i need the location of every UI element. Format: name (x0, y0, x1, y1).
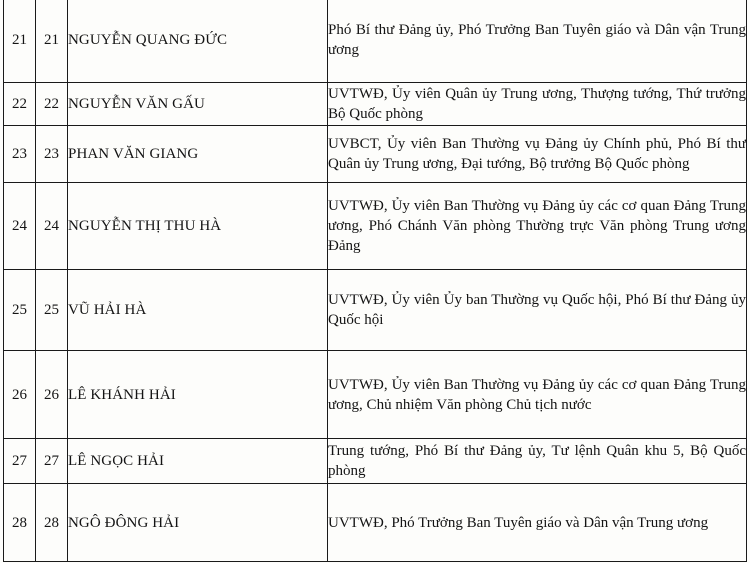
member-table (3, 0, 747, 562)
member-name-cell: NGUYỄN VĂN GẤU (68, 83, 328, 126)
member-name-cell: NGUYỄN THỊ THU HÀ (68, 183, 328, 270)
member-position-cell: UVTWĐ, Phó Trưởng Ban Tuyên giáo và Dân vận Trung ương (328, 484, 747, 562)
member-number-cell: 22 (36, 83, 68, 126)
member-number-cell: 26 (36, 351, 68, 439)
member-name-cell: NGÔ ĐÔNG HẢI (68, 484, 328, 562)
member-number-cell: 27 (36, 439, 68, 484)
table-row (4, 270, 747, 351)
row-index-cell: 27 (4, 439, 36, 484)
table-row (4, 351, 747, 439)
row-index-cell: 25 (4, 270, 36, 351)
member-position-cell: UVTWĐ, Ủy viên Quân ủy Trung ương, Thượng tướng, Thứ trưởng Bộ Quốc phòng (328, 83, 747, 126)
member-number-cell: 23 (36, 126, 68, 183)
table-row (4, 83, 747, 126)
member-position-cell: UVTWĐ, Ủy viên Ban Thường vụ Đảng ủy các cơ quan Đảng Trung ương, Phó Chánh Văn phòng Thường trực Văn phòng Trung ương Đảng (328, 183, 747, 270)
table-row (4, 439, 747, 484)
row-index-cell: 22 (4, 83, 36, 126)
row-index-cell: 21 (4, 0, 36, 83)
table-row (4, 484, 747, 562)
member-name-cell: VŨ HẢI HÀ (68, 270, 328, 351)
member-name-cell: NGUYỄN QUANG ĐỨC (68, 0, 328, 83)
row-index-cell: 26 (4, 351, 36, 439)
member-number-cell: 25 (36, 270, 68, 351)
row-index-cell: 24 (4, 183, 36, 270)
member-position-cell: UVTWĐ, Ủy viên Ủy ban Thường vụ Quốc hội, Phó Bí thư Đảng ủy Quốc hội (328, 270, 747, 351)
member-position-cell: UVBCT, Ủy viên Ban Thường vụ Đảng ủy Chính phủ, Phó Bí thư Quân ủy Trung ương, Đại tướng, Bộ trưởng Bộ Quốc phòng (328, 126, 747, 183)
member-number-cell: 21 (36, 0, 68, 83)
member-position-cell: Phó Bí thư Đảng ủy, Phó Trưởng Ban Tuyên giáo và Dân vận Trung ương (328, 0, 747, 83)
row-index-cell: 28 (4, 484, 36, 562)
member-name-cell: LÊ KHÁNH HẢI (68, 351, 328, 439)
member-name-cell: LÊ NGỌC HẢI (68, 439, 328, 484)
table-row (4, 0, 747, 83)
member-position-cell: Trung tướng, Phó Bí thư Đảng ủy, Tư lệnh Quân khu 5, Bộ Quốc phòng (328, 439, 747, 484)
member-name-cell: PHAN VĂN GIANG (68, 126, 328, 183)
table-row (4, 183, 747, 270)
member-number-cell: 24 (36, 183, 68, 270)
member-position-cell: UVTWĐ, Ủy viên Ban Thường vụ Đảng ủy các cơ quan Đảng Trung ương, Chủ nhiệm Văn phòng Chủ tịch nước (328, 351, 747, 439)
row-index-cell: 23 (4, 126, 36, 183)
table-row (4, 126, 747, 183)
member-number-cell: 28 (36, 484, 68, 562)
